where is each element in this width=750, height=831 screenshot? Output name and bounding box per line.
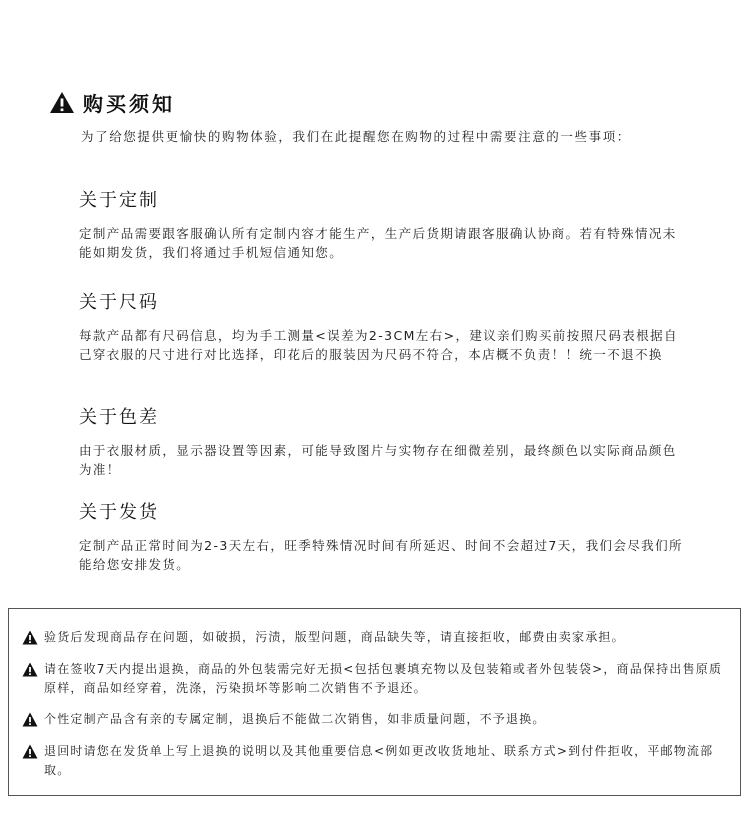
notice-item — [22, 742, 734, 780]
section-heading: 关于色差 — [79, 407, 159, 428]
section-color-difference — [79, 403, 689, 479]
section-shipping — [79, 498, 689, 574]
section-size — [79, 288, 689, 364]
section-body: 由于衣服材质，显示器设置等因素，可能导致图片与实物存在细微差别，最终颜色以实际商品颜色为准！ — [79, 443, 677, 477]
warning-icon — [22, 630, 38, 645]
notice-item — [22, 710, 734, 729]
section-body: 每款产品都有尺码信息，均为手工测量<误差为2-3CM左右>，建议亲们购买前按照尺码表根据自己穿衣服的尺寸进行对比选择，印花后的服装因为尺码不符合，本店概不负责！！统一不退不换 — [79, 328, 678, 362]
section-heading: 关于发货 — [79, 502, 159, 523]
warning-icon — [22, 662, 38, 677]
intro-text: 为了给您提供更愉快的购物体验，我们在此提醒您在购物的过程中需要注意的一些事项： — [81, 129, 631, 144]
notice-item — [22, 660, 734, 698]
section-body: 定制产品正常时间为2-3天左右，旺季特殊情况时间有所延迟、时间不会超过7天，我们会尽我们所能给您安排发货。 — [79, 538, 683, 572]
notice-text: 请在签收7天内提出退换，商品的外包装需完好无损<包括包裹填充物以及包装箱或者外包装袋>，商品保持出售原质原样，商品如经穿着，洗涤，污染损坏等影响二次销售不予退还。 — [44, 662, 723, 695]
warning-icon — [22, 712, 38, 727]
warning-icon — [49, 91, 75, 114]
notice-text: 验货后发现商品存在问题，如破损，污渍，版型问题，商品缺失等，请直接拒收，邮费由卖家承担。 — [44, 630, 625, 644]
section-heading: 关于尺码 — [79, 292, 159, 313]
notice-text: 个性定制产品含有亲的专属定制，退换后不能做二次销售，如非质量问题，不予退换。 — [44, 712, 546, 726]
section-heading: 关于定制 — [79, 190, 159, 211]
section-body: 定制产品需要跟客服确认所有定制内容才能生产，生产后货期请跟客服确认协商。若有特殊情况未能如期发货，我们将通过手机短信通知您。 — [79, 226, 677, 260]
notice-text: 退回时请您在发货单上写上退换的说明以及其他重要信息<例如更改收货地址、联系方式>到付件拒收，平邮物流部取。 — [44, 744, 714, 777]
page-header — [49, 88, 175, 117]
notice-box — [8, 608, 741, 796]
warning-icon — [22, 744, 38, 759]
page-title: 购买须知 — [83, 92, 175, 116]
section-customization — [79, 186, 689, 262]
notice-item — [22, 628, 734, 647]
